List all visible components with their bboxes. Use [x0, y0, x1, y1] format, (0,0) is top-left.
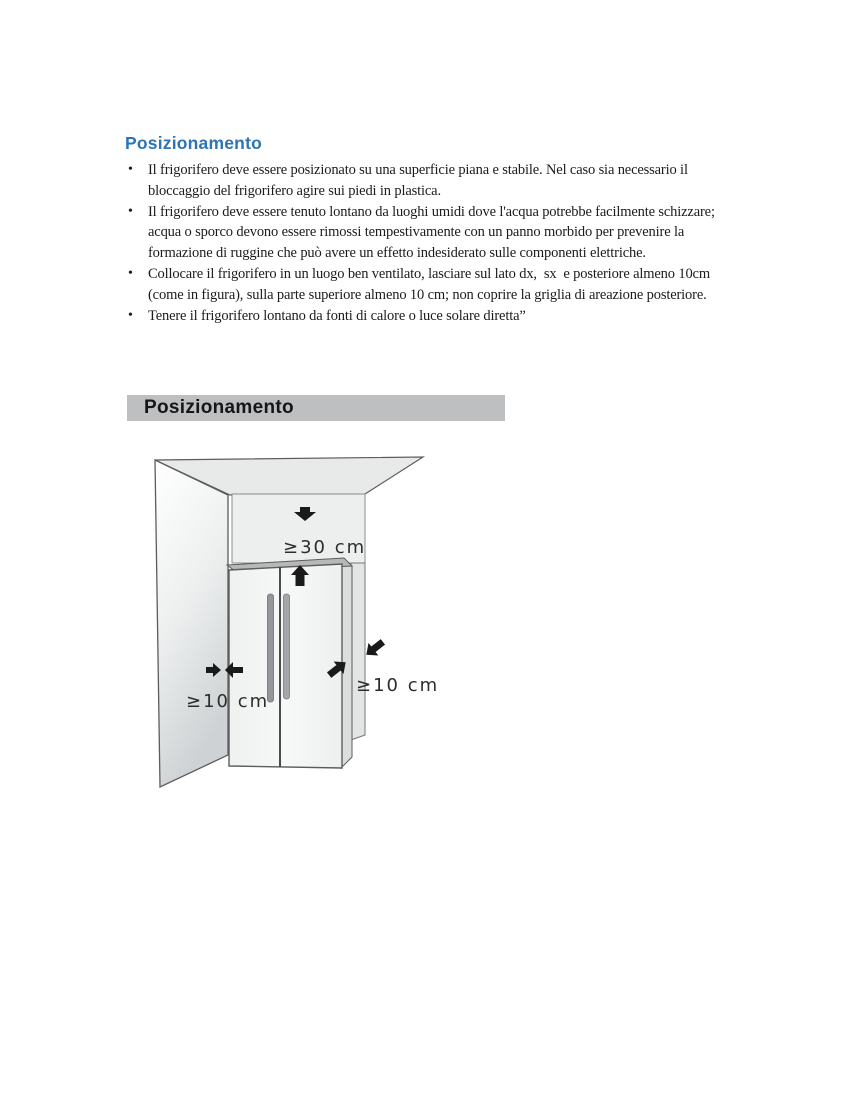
right-clearance-label: ≥10 cm — [356, 675, 440, 696]
figure-banner-title: Posizionamento — [144, 397, 294, 418]
top-clearance-label: ≥30 cm — [283, 537, 367, 558]
left-wall — [155, 460, 228, 787]
left-clearance-label: ≥10 cm — [186, 691, 270, 712]
bullet-item-3: • Collocare il frigorifero in un luogo ben ventilato, lasciare sul lato dx, sx e posteriore almeno 10cm (come in figura), sulla parte superiore almeno 10 cm; non coprire la griglia di areazione posteriore. — [125, 264, 717, 306]
bullet-item-1: • Il frigorifero deve essere posizionato su una superficie piana e stabile. Nel caso sia necessario il bloccaggio del frigorifero agire sui piedi in plastica. — [125, 160, 717, 202]
placement-figure — [140, 450, 450, 810]
refrigerator — [227, 558, 352, 768]
bullet-list — [125, 160, 717, 326]
left-door-handle — [268, 594, 274, 702]
right-door-handle — [284, 594, 290, 699]
bullet-item-4: • Tenere il frigorifero lontano da fonti di calore o luce solare diretta” — [125, 306, 717, 327]
bullet-item-2: • Il frigorifero deve essere tenuto lontano da luoghi umidi dove l'acqua potrebbe facilmente schizzare; acqua o sporco devono essere rimossi tempestivamente con un panno morbido per prevenire la formazione di ruggine che può avere un effetto indesiderato sulle componenti elettriche. — [125, 202, 717, 264]
section-heading: Posizionamento — [125, 133, 262, 153]
figure-banner — [127, 395, 505, 421]
right-wall-strip — [351, 563, 365, 740]
